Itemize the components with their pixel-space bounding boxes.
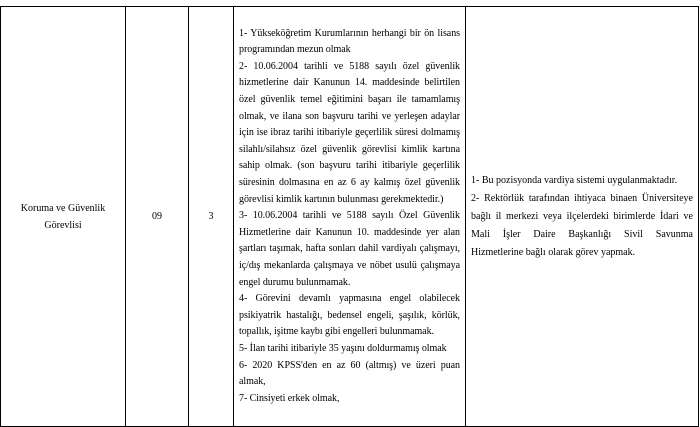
position-code-cell	[126, 7, 189, 427]
note-item: 2- Rektörlük tarafından ihtiyaca binaen Üniversiteye bağlı il merkezi veya ilçelerdeki birimlerde İdari ve Mali İşler Daire Başkanlığı Sivil Savunma Hizmetlerine bağlı olarak görev yapmak.	[471, 192, 693, 258]
position-code: 09	[152, 211, 162, 222]
requirements-cell	[234, 7, 466, 427]
requirement-item: 7- Cinsiyeti erkek olmak,	[239, 392, 340, 404]
requirement-item: 1- Yükseköğretim Kurumlarının herhangi bir ön lisans programından mezun olmak	[239, 27, 460, 56]
requirement-item: 6- 2020 KPSS'den en az 60 (altmış) ve üzeri puan almak,	[239, 359, 460, 388]
position-count: 3	[208, 211, 214, 222]
position-title-cell	[1, 7, 126, 427]
requirements-list	[239, 26, 460, 408]
requirement-item: 2- 10.06.2004 tarihli ve 5188 sayılı özel güvenlik hizmetlerine dair Kanunun 14. maddesinde belirtilen özel güvenlik temel eğitimini başarı ile tamamlamış olmak, ve ilana son başvuru tarihi ve yerleşen adaylar için ise ibraz tarihi itibariyle geçerlilik süresi dolmamış silahlı/silahsız özel güvenlik görevlisi kimlik kartına sahip olmak. (son başvuru tarihi itibariyle geçerlilik süresinin dolmasına en az 6 ay kalmış özel güvenlik görevlisi kimlik kartının bulunması gerekmektedir.)	[239, 60, 460, 205]
note-item: 1- Bu pozisyonda vardiya sistemi uygulanmaktadır.	[471, 174, 678, 186]
requirement-item: 3- 10.06.2004 tarihli ve 5188 sayılı Özel Güvenlik Hizmetlerine dair Kanunun 10. maddesinde yer alan şartları taşımak, hafta sonları dahil vardiyalı çalışmayı, iç/dış mekanlarda çalışmaya ve nöbet usulü çalışmaya engel durumu bulunmamak.	[239, 210, 460, 288]
position-count-cell	[189, 7, 234, 427]
table-row	[1, 7, 699, 427]
requirement-item: 5- İlan tarihi itibariyle 35 yaşını doldurmamış olmak	[239, 342, 447, 354]
position-title: Koruma ve Güvenlik Görevlisi	[20, 202, 106, 231]
notes-cell	[466, 7, 699, 427]
notes-list	[471, 172, 693, 262]
requirement-item: 4- Görevini devamlı yapmasına engel olabilecek psikiyatrik hastalığı, bedensel engeli, şaşılık, körlük, topallık, işitme kaybı gibi engelleri bulunmamak.	[239, 293, 460, 338]
positions-table	[0, 6, 699, 427]
